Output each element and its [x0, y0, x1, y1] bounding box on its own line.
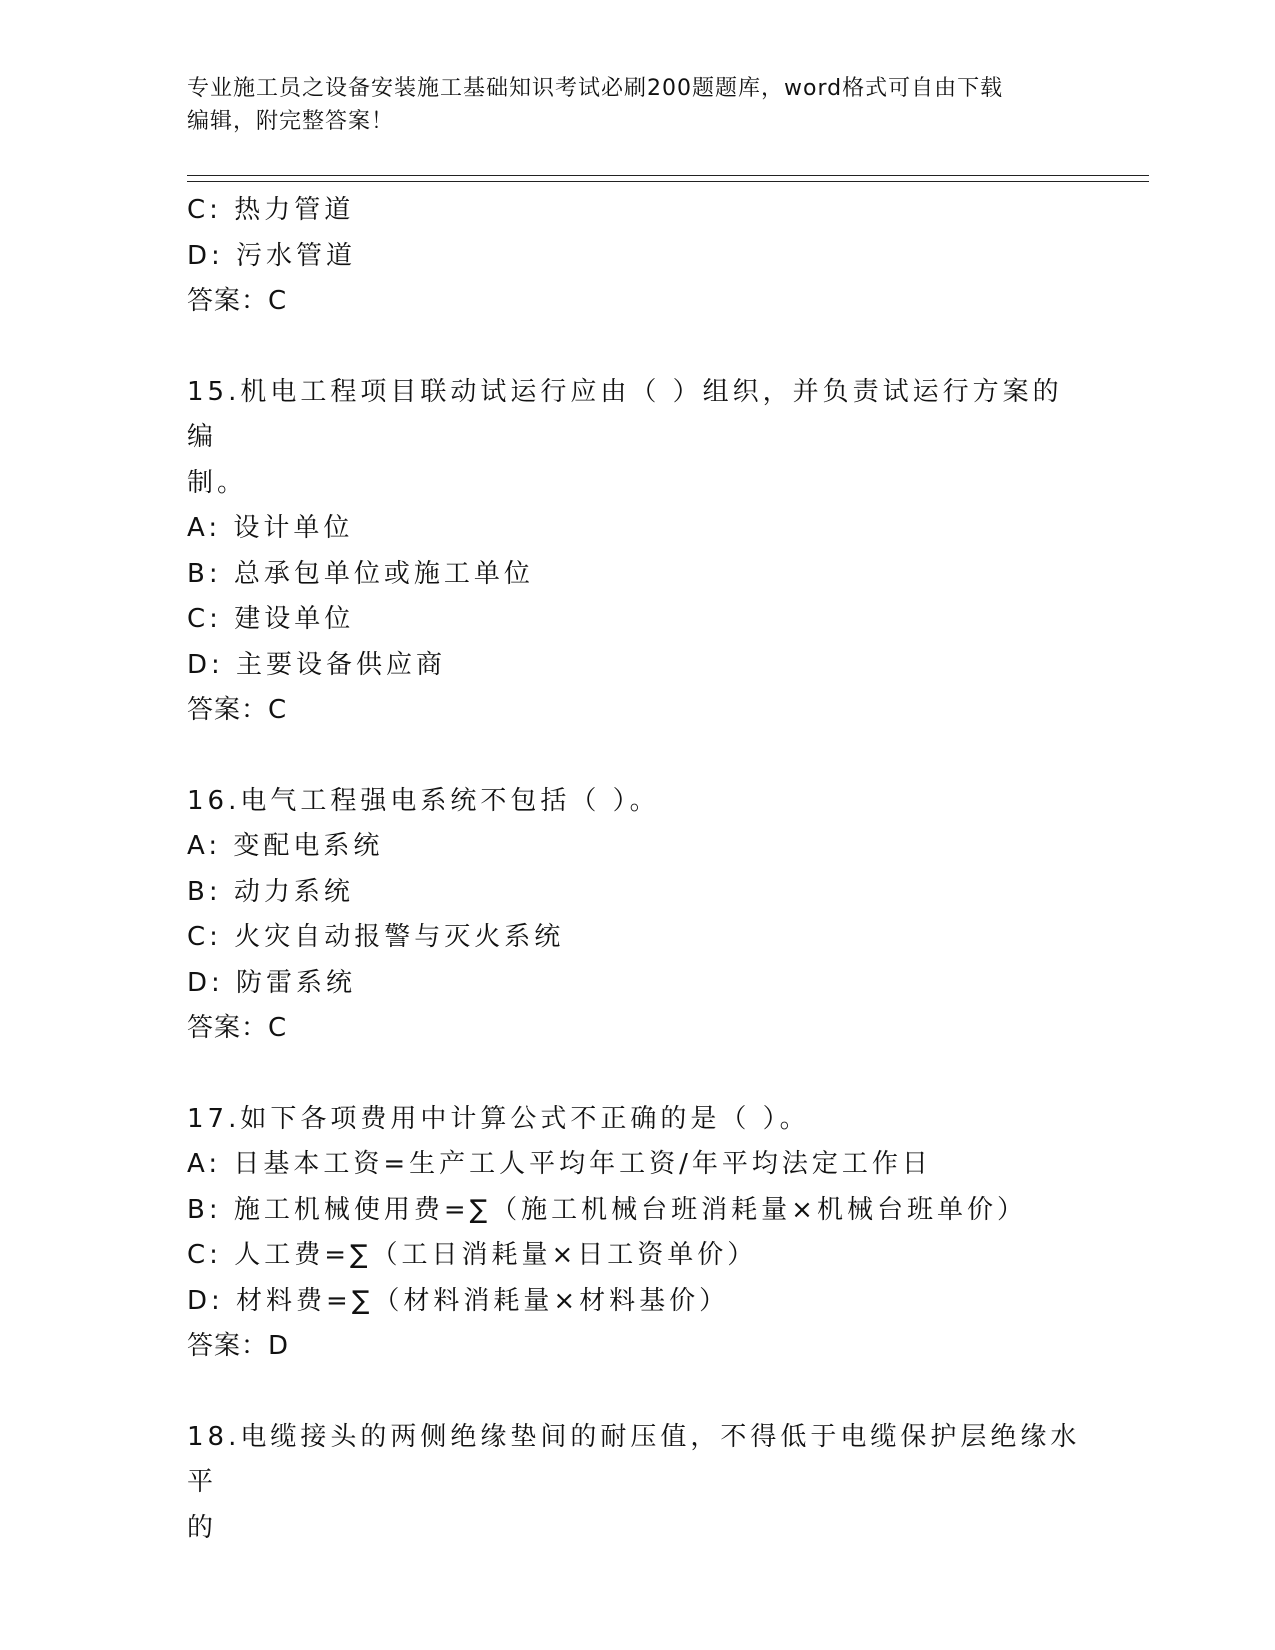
option-row	[187, 643, 1087, 689]
question-number: 17.	[187, 1103, 241, 1134]
option-text: 污水管道	[236, 240, 357, 271]
option-label: B:	[187, 876, 222, 907]
option-row	[187, 234, 1087, 280]
question-text	[187, 1097, 1087, 1143]
header-title-line-2: 编辑，附完整答案！	[187, 109, 395, 134]
option-label: B:	[187, 1194, 222, 1225]
option-label: D:	[187, 649, 224, 680]
option-text: 设计单位	[233, 513, 354, 543]
question-fragment	[187, 188, 1087, 325]
spacer	[187, 734, 1087, 779]
option-label: A:	[187, 513, 222, 543]
answer-line: 答案：D	[187, 1331, 290, 1361]
option-label: B:	[187, 558, 222, 589]
question-16	[187, 779, 1087, 1052]
option-text: 火灾自动报警与灭火系统	[234, 922, 565, 952]
option-row	[187, 188, 1087, 234]
option-row	[187, 1233, 1087, 1279]
option-label: C:	[187, 1240, 222, 1270]
answer-line: 答案：C	[187, 695, 288, 725]
question-17	[187, 1097, 1087, 1370]
spacer	[187, 1370, 1087, 1415]
header-divider-top	[187, 175, 1149, 176]
option-text: 动力系统	[233, 876, 354, 907]
option-label: C:	[187, 604, 222, 634]
question-18	[187, 1415, 1087, 1552]
answer-line: 答案：C	[187, 286, 288, 316]
question-number: 18.	[187, 1421, 241, 1452]
question-text-line-1: 如下各项费用中计算公式不正确的是（ ）。	[240, 1103, 810, 1134]
question-text	[187, 779, 1087, 825]
spacer	[187, 1052, 1087, 1097]
question-15	[187, 370, 1087, 734]
option-label: A:	[187, 1149, 222, 1179]
option-label: D:	[187, 240, 224, 271]
option-text: 材料费=∑（材料消耗量×材料基价）	[236, 1285, 730, 1316]
question-number: 16.	[187, 785, 241, 816]
option-text: 主要设备供应商	[236, 649, 447, 680]
option-text: 总承包单位或施工单位	[233, 558, 534, 589]
option-text: 热力管道	[234, 195, 355, 225]
question-text	[187, 370, 1087, 461]
option-row	[187, 961, 1087, 1007]
answer-line: 答案：C	[187, 1013, 288, 1043]
question-text-line-1: 电气工程强电系统不包括（ ）。	[240, 785, 660, 816]
option-row	[187, 915, 1087, 961]
option-label: A:	[187, 831, 222, 861]
document-header	[187, 72, 1067, 138]
option-label: C:	[187, 195, 222, 225]
option-row	[187, 506, 1087, 552]
question-number: 15.	[187, 376, 241, 407]
question-text-line-1: 电缆接头的两侧绝缘垫间的耐压值，不得低于电缆保护层绝缘水平	[187, 1421, 1081, 1497]
header-title-line-1: 专业施工员之设备安装施工基础知识考试必刷200题题库，word格式可自由下载	[187, 76, 1004, 101]
option-text: 变配电系统	[233, 831, 384, 861]
option-text: 日基本工资=生产工人平均年工资/年平均法定工作日	[233, 1149, 932, 1179]
option-label: C:	[187, 922, 222, 952]
option-text: 防雷系统	[236, 967, 357, 998]
option-row	[187, 552, 1087, 598]
option-row	[187, 597, 1087, 643]
question-text-line-1: 机电工程项目联动试运行应由（ ）组织，并负责试运行方案的编	[187, 376, 1063, 452]
option-row	[187, 1142, 1087, 1188]
header-divider-bottom	[187, 181, 1149, 182]
option-text: 人工费=∑（工日消耗量×日工资单价）	[234, 1240, 758, 1270]
question-text-line-2: 制。	[187, 467, 248, 498]
option-label: D:	[187, 1285, 224, 1316]
spacer	[187, 325, 1087, 370]
document-body	[187, 188, 1087, 1551]
option-row	[187, 1279, 1087, 1325]
option-text: 施工机械使用费=∑（施工机械台班消耗量×机械台班单价）	[233, 1194, 1027, 1225]
option-row	[187, 870, 1087, 916]
option-label: D:	[187, 967, 224, 998]
option-text: 建设单位	[234, 604, 355, 634]
question-text	[187, 1415, 1087, 1506]
option-row	[187, 824, 1087, 870]
option-row	[187, 1188, 1087, 1234]
question-text-line-2: 的	[187, 1512, 218, 1543]
